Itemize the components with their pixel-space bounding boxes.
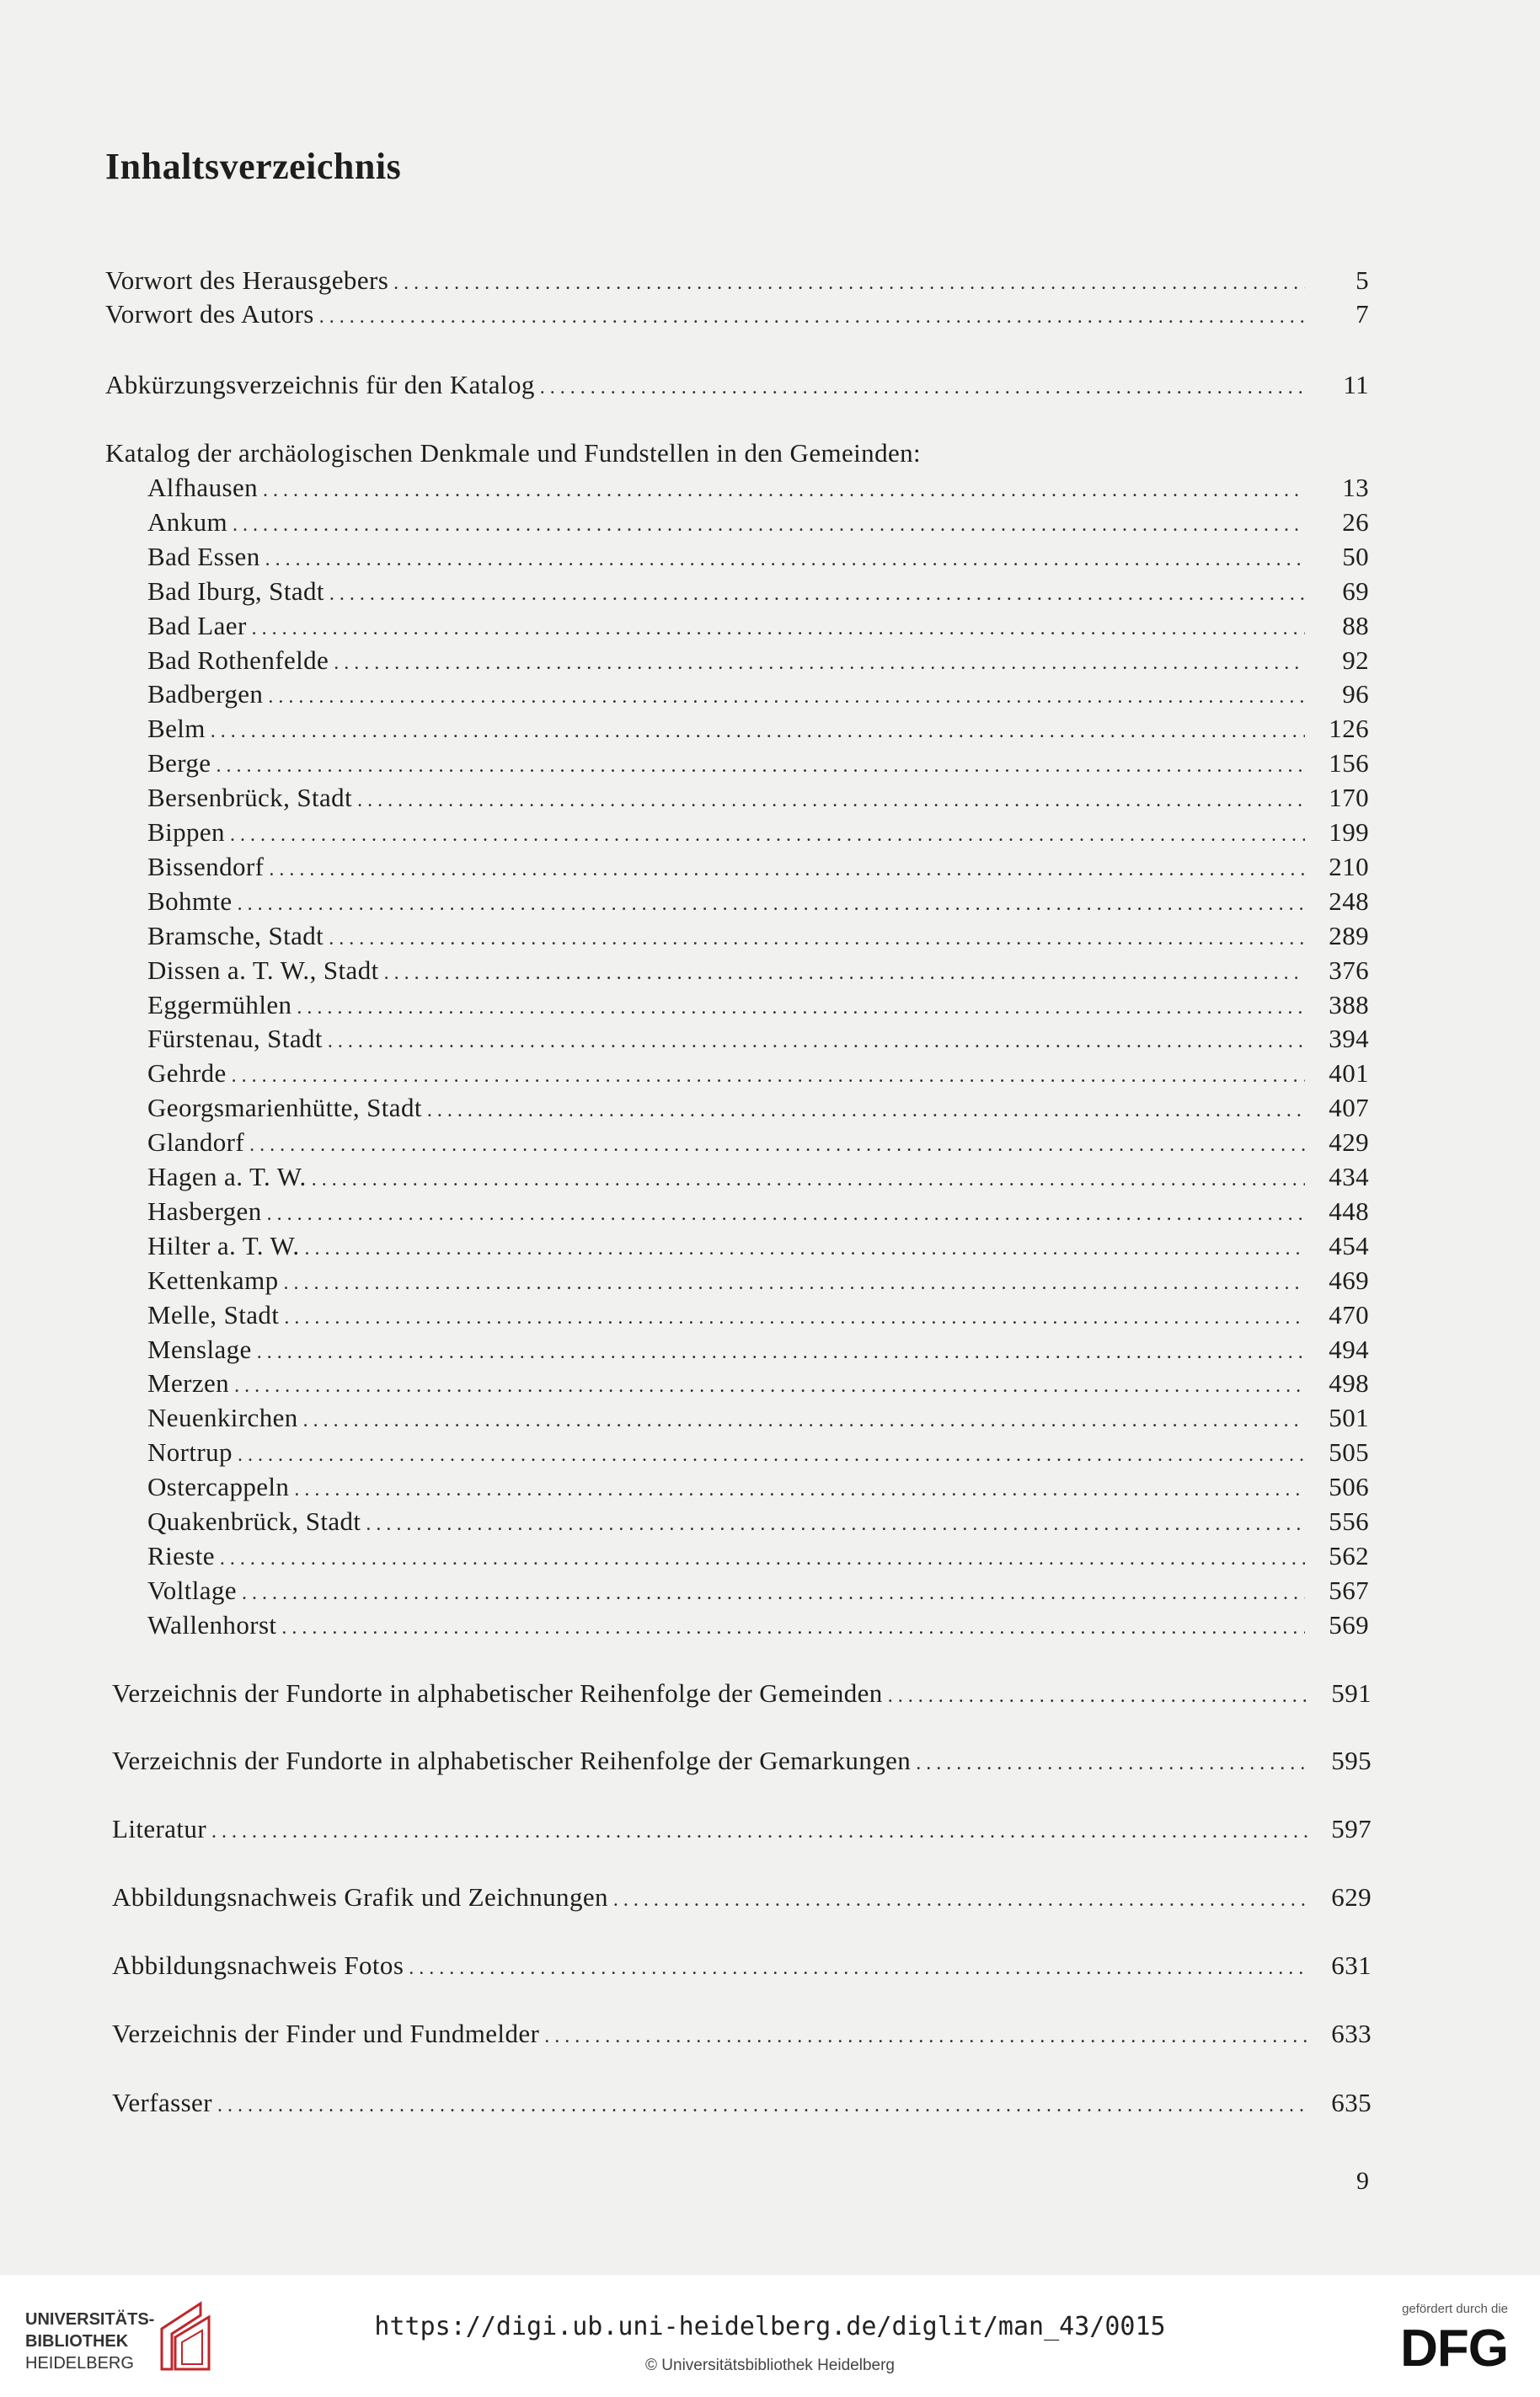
- toc-entry-page: 556: [1329, 1506, 1369, 1536]
- toc-entry-page: 470: [1329, 1300, 1369, 1330]
- toc-entry-label: Menslage: [147, 1335, 252, 1364]
- toc-entry-community[interactable]: [147, 1228, 1369, 1264]
- toc-entry-page: 635: [1331, 2088, 1372, 2117]
- toc-entry-page: 494: [1329, 1335, 1369, 1364]
- toc-entry-page: 505: [1329, 1437, 1369, 1467]
- dot-leader: [257, 1335, 1305, 1370]
- toc-entry[interactable]: [112, 1743, 1372, 1779]
- toc-entry-page: 92: [1342, 645, 1369, 675]
- toc-entry-community[interactable]: [147, 470, 1369, 506]
- toc-entry-label: Neuenkirchen: [147, 1403, 298, 1432]
- toc-entry-page: 501: [1329, 1403, 1369, 1432]
- toc-entry-label: Melle, Stadt: [147, 1300, 280, 1330]
- dot-leader: [267, 1196, 1305, 1232]
- toc-entry-community[interactable]: [147, 746, 1369, 781]
- toc-entry-community[interactable]: [147, 849, 1369, 885]
- toc-entry-label: Alfhausen: [147, 473, 259, 502]
- toc-entry-page: 388: [1329, 990, 1369, 1019]
- toc-entry-page: 631: [1331, 1950, 1372, 1980]
- library-name-line2: BIBLIOTHEK: [25, 2332, 129, 2351]
- toc-entry-label: Belm: [147, 714, 206, 743]
- toc-entry-page: 633: [1331, 2019, 1372, 2048]
- dot-leader: [269, 852, 1305, 887]
- dot-leader: [305, 1231, 1306, 1266]
- dot-leader: [252, 611, 1305, 646]
- toc-entry-page: 26: [1342, 507, 1369, 537]
- toc-entry[interactable]: [112, 1948, 1372, 1983]
- toc-entry-page: 289: [1329, 921, 1369, 950]
- toc-entry-community[interactable]: [147, 1021, 1369, 1057]
- toc-entry-community[interactable]: [147, 1538, 1369, 1574]
- toc-entry-page: 429: [1329, 1127, 1369, 1157]
- toc-entry-community[interactable]: [147, 574, 1369, 609]
- toc-entry-page: 210: [1329, 852, 1369, 881]
- page-title: Inhaltsverzeichnis: [105, 146, 402, 187]
- toc-entry-page: 69: [1342, 576, 1369, 606]
- toc-entry-community[interactable]: [147, 505, 1369, 540]
- toc-entry-page: 96: [1342, 679, 1369, 709]
- dot-leader: [334, 645, 1305, 681]
- toc-entry-page: 199: [1329, 817, 1369, 847]
- dot-leader: [540, 370, 1305, 405]
- dot-leader: [613, 1882, 1307, 1918]
- toc-entry-page: 569: [1329, 1610, 1369, 1640]
- toc-entry-page: 88: [1342, 611, 1369, 640]
- toc-entry-page: 126: [1329, 714, 1369, 743]
- toc-entry-page: 469: [1329, 1265, 1369, 1295]
- toc-entry-page: 567: [1329, 1576, 1369, 1605]
- toc-entry[interactable]: [105, 297, 1369, 332]
- toc-entry[interactable]: [112, 2085, 1372, 2121]
- dot-leader: [319, 299, 1305, 334]
- dot-leader: [232, 1058, 1305, 1094]
- toc-entry-label: Fürstenau, Stadt: [147, 1024, 323, 1053]
- toc-entry-community[interactable]: [147, 1194, 1369, 1229]
- dot-leader: [263, 473, 1305, 508]
- toc-entry-label: Gehrde: [147, 1058, 227, 1088]
- dot-leader: [284, 1300, 1305, 1335]
- dfg-logo[interactable]: DFG: [1400, 2319, 1508, 2378]
- toc-entry-label: Bad Essen: [147, 542, 260, 571]
- toc-entry-community[interactable]: [147, 1573, 1369, 1608]
- toc-entry-community[interactable]: [147, 677, 1369, 712]
- toc-entry-label: Verzeichnis der Finder und Fundmelder: [112, 2019, 540, 2048]
- copyright-notice: © Universitätsbibliothek Heidelberg: [645, 2357, 895, 2374]
- dot-leader: [242, 1576, 1305, 1611]
- dot-leader: [230, 817, 1305, 853]
- toc-entry-community[interactable]: [147, 711, 1369, 746]
- dot-leader: [357, 783, 1305, 818]
- toc-entry-page: 629: [1331, 1882, 1372, 1912]
- toc-entry[interactable]: [112, 1880, 1372, 1915]
- toc-entry-page: 50: [1342, 542, 1369, 571]
- toc-entry-community[interactable]: [147, 953, 1369, 988]
- toc-entry-label: Wallenhorst: [147, 1610, 277, 1640]
- toc-entry-community[interactable]: [147, 1297, 1369, 1333]
- toc-entry-community[interactable]: [147, 643, 1369, 678]
- toc-entry-label: Verzeichnis der Fundorte in alphabetischer Reihenfolge der Gemarkungen: [112, 1746, 912, 1775]
- dot-leader: [211, 1814, 1307, 1849]
- dot-leader: [329, 576, 1305, 612]
- toc-entry-label: Vorwort des Herausgebers: [105, 265, 389, 295]
- dot-leader: [328, 1024, 1305, 1059]
- dot-leader: [284, 1265, 1305, 1301]
- toc-entry-label: Vorwort des Autors: [105, 299, 314, 329]
- toc-entry-community[interactable]: [147, 1125, 1369, 1160]
- toc-entry-label: Eggermühlen: [147, 990, 292, 1019]
- dot-leader: [297, 990, 1305, 1025]
- dot-leader: [384, 955, 1305, 991]
- toc-entry-label: Quakenbrück, Stadt: [147, 1506, 361, 1536]
- dot-leader: [216, 748, 1305, 784]
- toc-entry-label: Badbergen: [147, 679, 264, 709]
- toc-entry-page: 170: [1329, 783, 1369, 812]
- dot-leader: [220, 1541, 1305, 1576]
- dot-leader: [211, 714, 1305, 749]
- toc-entry-community[interactable]: [147, 1332, 1369, 1367]
- toc-entry-community[interactable]: [147, 884, 1369, 919]
- dot-leader: [249, 1127, 1305, 1163]
- toc-entry-page: 407: [1329, 1093, 1369, 1122]
- toc-entry-community[interactable]: [147, 1056, 1369, 1091]
- dot-leader: [329, 921, 1305, 956]
- toc-entry-community[interactable]: [147, 539, 1369, 575]
- toc-entry-page: 506: [1329, 1472, 1369, 1501]
- toc-entry-page: 5: [1356, 265, 1369, 295]
- toc-entry-label: Bad Iburg, Stadt: [147, 576, 324, 606]
- dot-leader: [234, 1368, 1305, 1404]
- toc-entry-label: Nortrup: [147, 1437, 233, 1467]
- toc-entry-label: Voltlage: [147, 1576, 237, 1605]
- toc-entry[interactable]: [112, 1676, 1372, 1711]
- toc-entry-page: 248: [1329, 886, 1369, 916]
- toc-entry[interactable]: [105, 367, 1369, 403]
- dot-leader: [268, 679, 1305, 714]
- toc-entry-label: Glandorf: [147, 1127, 245, 1157]
- toc-entry[interactable]: [112, 1811, 1372, 1847]
- toc-entry-page: 454: [1329, 1231, 1369, 1260]
- toc-entry-label: Hagen a. T. W.: [147, 1162, 307, 1191]
- library-name-line3: HEIDELBERG: [25, 2354, 134, 2373]
- dot-leader: [217, 2088, 1307, 2123]
- toc-entry-label: Verzeichnis der Fundorte in alphabetischer Reihenfolge der Gemeinden: [112, 1678, 883, 1708]
- dot-leader: [366, 1506, 1305, 1542]
- toc-entry-community[interactable]: [147, 1504, 1369, 1539]
- dot-leader: [312, 1162, 1305, 1197]
- toc-entry-page: 401: [1329, 1058, 1369, 1088]
- toc-entry-community[interactable]: [147, 1469, 1369, 1505]
- toc-entry-page: 562: [1329, 1541, 1369, 1570]
- toc-entry[interactable]: [112, 2016, 1372, 2052]
- toc-entry-community[interactable]: [147, 1366, 1369, 1401]
- toc-entry-page: 498: [1329, 1368, 1369, 1398]
- toc-entry-label: Bersenbrück, Stadt: [147, 783, 353, 812]
- toc-entry-label: Georgsmarienhütte, Stadt: [147, 1093, 422, 1122]
- toc-entry-label: Bissendorf: [147, 852, 265, 881]
- toc-entry-page: 595: [1331, 1746, 1372, 1775]
- toc-entry-page: 434: [1329, 1162, 1369, 1191]
- toc-entry-page: 376: [1329, 955, 1369, 985]
- dot-leader: [409, 1950, 1307, 1986]
- dot-leader: [265, 542, 1305, 577]
- toc-entry-label: Kettenkamp: [147, 1265, 279, 1295]
- dot-leader: [916, 1746, 1307, 1781]
- toc-entry-page: 448: [1329, 1196, 1369, 1226]
- dot-leader: [427, 1093, 1305, 1128]
- toc-entry-community[interactable]: [147, 780, 1369, 816]
- toc-entry-label: Verfasser: [112, 2088, 212, 2117]
- toc-entry-label: Merzen: [147, 1368, 230, 1398]
- library-name-line1: UNIVERSITÄTS-: [25, 2310, 155, 2329]
- toc-entry-label: Abkürzungsverzeichnis für den Katalog: [105, 370, 535, 399]
- toc-entry-community[interactable]: [147, 1263, 1369, 1298]
- toc-entry-label: Dissen a. T. W., Stadt: [147, 955, 379, 985]
- toc-entry-page: 394: [1329, 1024, 1369, 1053]
- toc-entry-label: Bohmte: [147, 886, 233, 916]
- page-number: 9: [1356, 2167, 1369, 2195]
- funding-note: gefördert durch die: [1402, 2302, 1508, 2316]
- dot-leader: [888, 1678, 1307, 1714]
- toc-entry-label: Ankum: [147, 507, 227, 537]
- toc-entry-page: 13: [1342, 473, 1369, 502]
- toc-entry-label: Abbildungsnachweis Fotos: [112, 1950, 404, 1980]
- dot-leader: [281, 1610, 1305, 1645]
- dot-leader: [393, 265, 1305, 301]
- toc-entry-label: Ostercappeln: [147, 1472, 290, 1501]
- toc-entry-label: Bippen: [147, 817, 225, 847]
- toc-entry-community[interactable]: [147, 1090, 1369, 1126]
- toc-entry-community[interactable]: [147, 987, 1369, 1023]
- toc-entry-label: Bad Laer: [147, 611, 247, 640]
- dot-leader: [238, 1437, 1305, 1473]
- dot-leader: [303, 1403, 1305, 1438]
- toc-entry-page: 597: [1331, 1814, 1372, 1843]
- toc-entry-community[interactable]: [147, 815, 1369, 850]
- toc-entry-label: Hilter a. T. W.: [147, 1231, 300, 1260]
- toc-entry-label: Hasbergen: [147, 1196, 262, 1226]
- toc-entry-community[interactable]: [147, 1608, 1369, 1643]
- dot-leader: [294, 1472, 1305, 1507]
- toc-entry-community[interactable]: [147, 918, 1369, 954]
- dot-leader: [238, 886, 1305, 922]
- toc-entry-label: Bramsche, Stadt: [147, 921, 324, 950]
- catalog-heading: Katalog der archäologischen Denkmale und Fundstellen in den Gemeinden:: [105, 438, 922, 468]
- toc-entry-page: 11: [1343, 370, 1369, 399]
- toc-entry-page: 7: [1356, 299, 1369, 329]
- toc-entry-community[interactable]: [147, 608, 1369, 644]
- toc-entry-community[interactable]: [147, 1159, 1369, 1195]
- dot-leader: [233, 507, 1305, 543]
- toc-entry[interactable]: [105, 263, 1369, 298]
- toc-entry-label: Berge: [147, 748, 211, 778]
- toc-entry-page: 591: [1331, 1678, 1372, 1708]
- toc-entry-label: Abbildungsnachweis Grafik und Zeichnungen: [112, 1882, 608, 1912]
- toc-entry-page: 156: [1329, 748, 1369, 778]
- toc-entry-label: Rieste: [147, 1541, 215, 1570]
- toc-entry-community[interactable]: [147, 1435, 1369, 1470]
- dot-leader: [544, 2019, 1307, 2054]
- toc-entry-community[interactable]: [147, 1400, 1369, 1436]
- toc-entry-label: Literatur: [112, 1814, 207, 1843]
- toc-entry-label: Bad Rothenfelde: [147, 645, 329, 675]
- permalink-url[interactable]: https://digi.ub.uni-heidelberg.de/diglit/man_43/0015: [374, 2312, 1166, 2341]
